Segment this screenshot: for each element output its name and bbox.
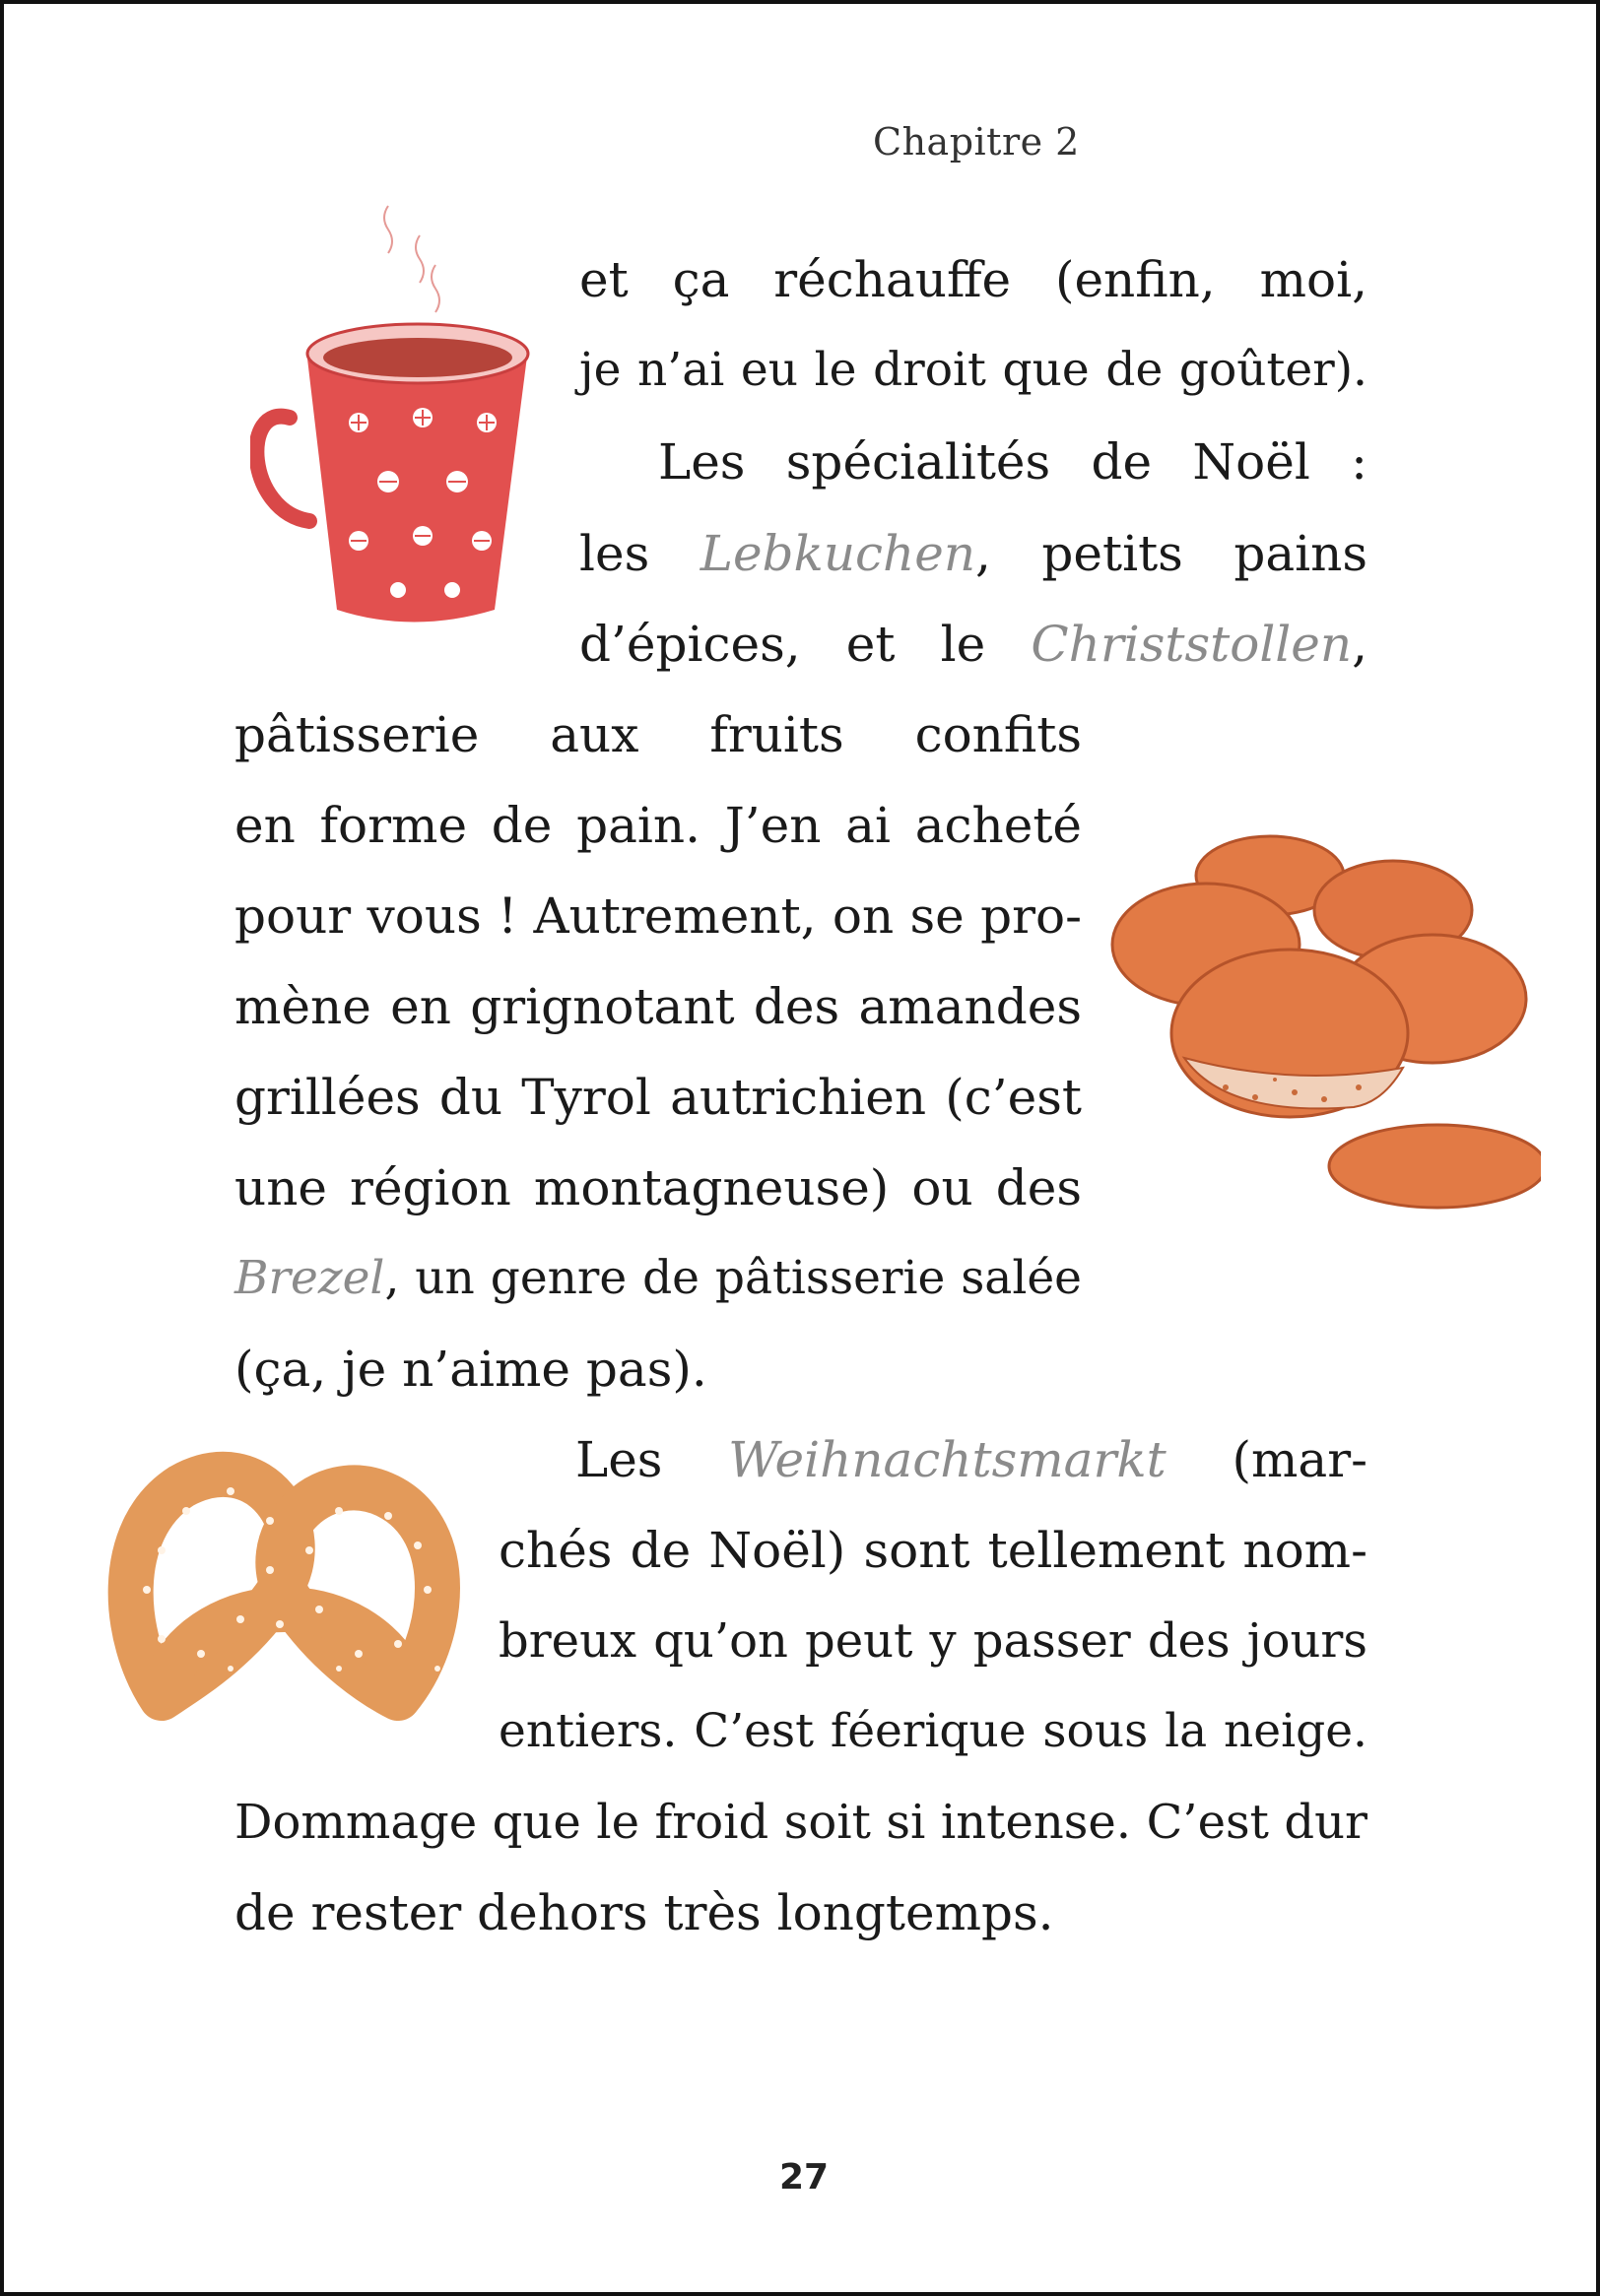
text-line: en forme de pain. J’en ai acheté [234, 797, 1082, 854]
text-line: (ça, je n’aime pas). [234, 1341, 707, 1398]
text-line: chés de Noël) sont tellement nom- [499, 1522, 1367, 1579]
text-line: Les Weihnachtsmarkt (mar- [575, 1431, 1367, 1488]
text-line: pâtisserie aux fruits confits [234, 706, 1082, 763]
german-term: Christstollen [1031, 616, 1353, 673]
pretzel-icon [102, 1442, 477, 1757]
text-line: d’épices, et le Christstollen, [579, 616, 1367, 673]
text-line: pour vous ! Autrement, on se pro- [234, 887, 1082, 945]
mug-icon [250, 196, 546, 629]
text-line: une région montagneuse) ou des [234, 1159, 1082, 1216]
chapter-header: Chapitre 2 [873, 120, 1080, 164]
text-line: Brezel, un genre de pâtisserie salée [234, 1251, 1082, 1305]
text-line: je n’ai eu le droit que de goûter). [579, 343, 1367, 397]
german-term: Brezel [234, 1251, 385, 1305]
text-line: Dommage que le froid soit si intense. C’est dur [234, 1795, 1367, 1850]
text-line: Les spécialités de Noël : [658, 433, 1367, 491]
text-line: entiers. C’est féerique sous la neige. [499, 1704, 1367, 1758]
gingerbread-icon [1107, 821, 1541, 1225]
text-line: breux qu’on peut y passer des jours [499, 1613, 1367, 1669]
page-number: 27 [778, 2157, 830, 2198]
text-line: et ça réchauffe (enfin, moi, [579, 251, 1367, 308]
text-line: mène en grignotant des amandes [234, 978, 1082, 1035]
german-term: Lebkuchen [700, 525, 976, 582]
text-line: grillées du Tyrol autrichien (c’est [234, 1069, 1082, 1126]
text-line: les Lebkuchen, petits pains [579, 525, 1367, 582]
german-term: Weihnachtsmarkt [728, 1431, 1167, 1488]
text-line: de rester dehors très longtemps. [234, 1884, 1054, 1941]
